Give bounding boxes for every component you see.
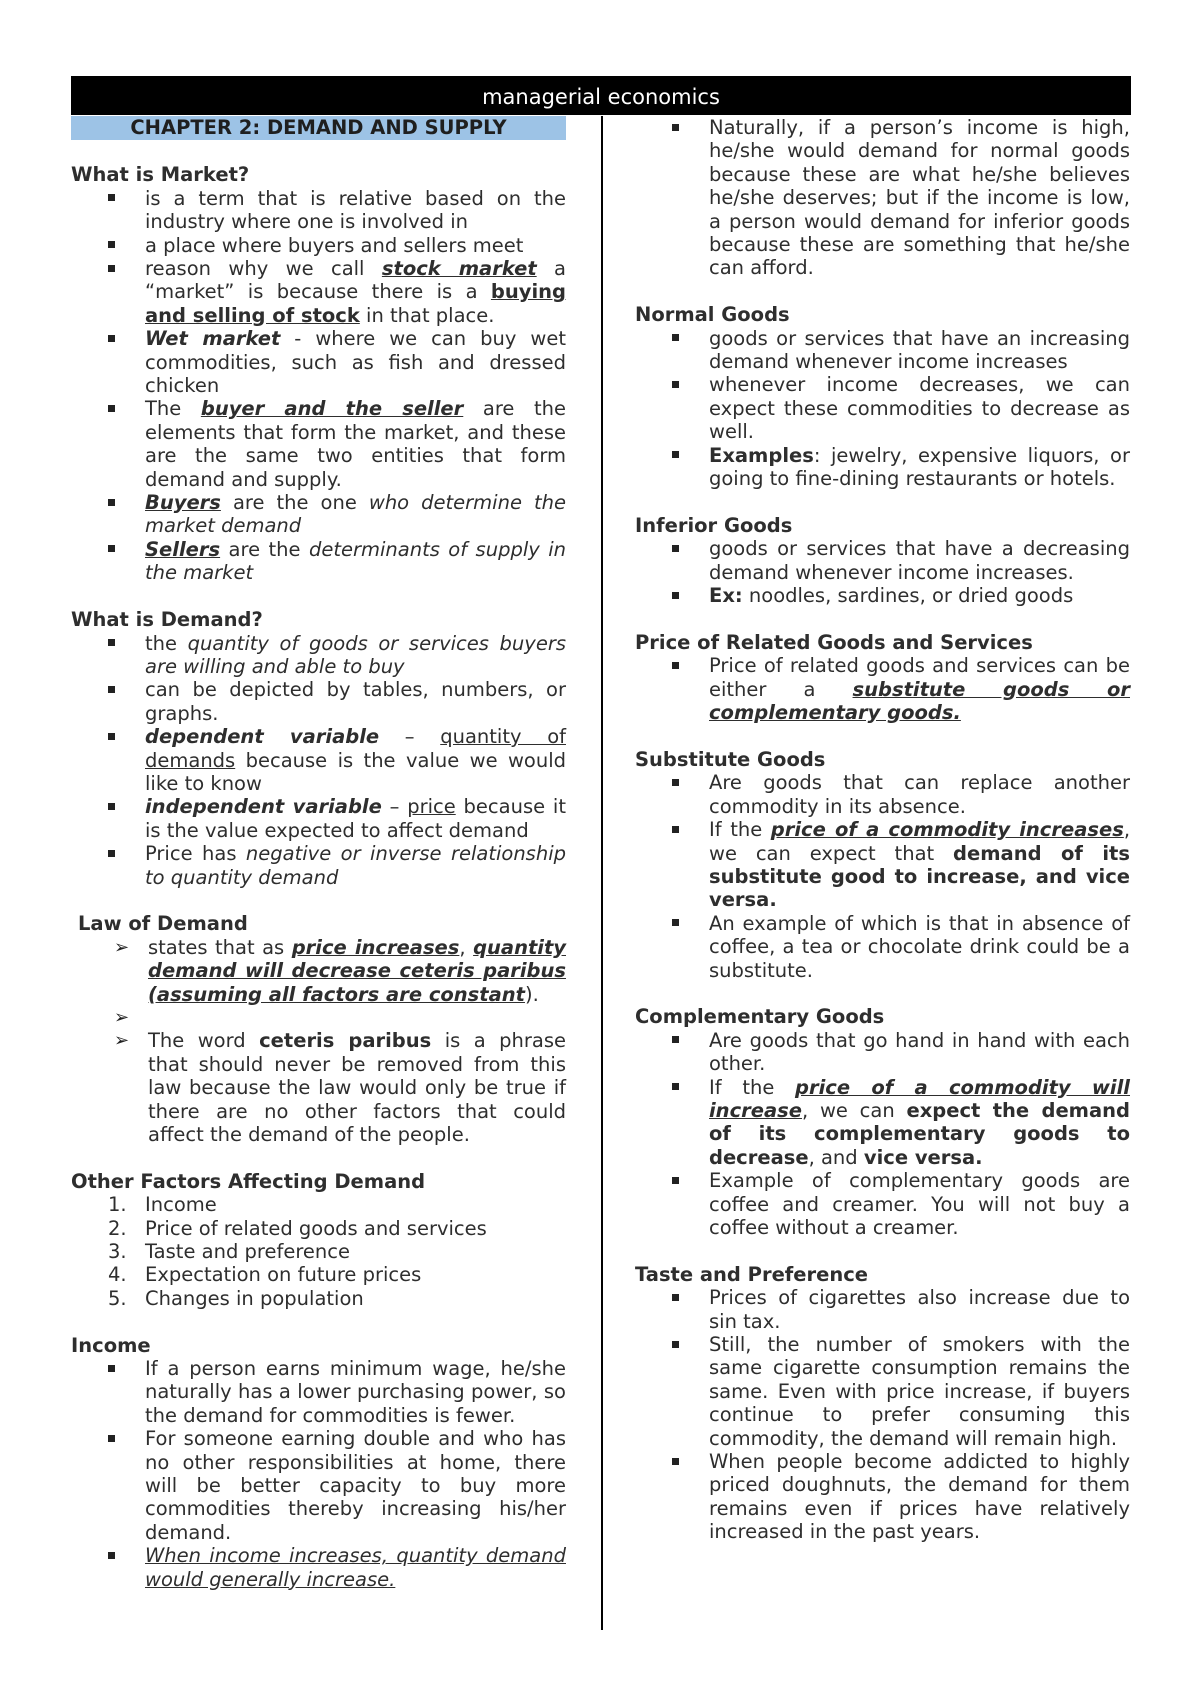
section-inferior-goods	[635, 514, 1130, 608]
section-demand	[71, 608, 566, 889]
arrow-bullet-icon: ➢	[114, 936, 130, 958]
list-item: goods or services that have an increasing demand whenever income increases	[635, 327, 1130, 374]
list-item: 5. Changes in population	[108, 1286, 364, 1310]
list-item: An example of which is that in absence of coffee, a tea or chocolate drink could be a substitute.	[635, 912, 1130, 982]
square-bullet-icon	[672, 919, 679, 926]
section-heading: Other Factors Affecting Demand	[71, 1169, 426, 1193]
list-item: Price of related goods and services can be either a substitute goods or complementary goods.	[635, 654, 1130, 724]
list-item: reason why we call stock market a “market” is because there is a buying and selling of stock in that place.	[71, 257, 566, 327]
section-heading: Complementary Goods	[635, 1005, 885, 1029]
list-item: For someone earning double and who has no other responsibilities at home, there will be better capacity to buy more commodities thereby increasing his/her demand.	[71, 1427, 566, 1544]
list-item: independent variable – price because it is the value expected to affect demand	[71, 795, 566, 842]
chapter-title: CHAPTER 2: DEMAND AND SUPPLY	[71, 116, 566, 140]
list-item: If a person earns minimum wage, he/she naturally has a lower purchasing power, so the demand for commodities is fewer.	[71, 1357, 566, 1427]
square-bullet-icon	[672, 592, 679, 599]
list-item: Prices of cigarettes also increase due to sin tax.	[635, 1286, 1130, 1333]
list-item: 4. Expectation on future prices	[108, 1263, 422, 1287]
list-item: Examples: jewelry, expensive liquors, or going to fine-dining restaurants or hotels.	[635, 444, 1130, 491]
section-other-factors	[71, 1170, 566, 1310]
square-bullet-icon	[672, 124, 679, 131]
square-bullet-icon	[672, 826, 679, 833]
section-heading: Income	[71, 1333, 151, 1357]
square-bullet-icon	[108, 194, 115, 201]
square-bullet-icon	[108, 639, 115, 646]
column-divider	[601, 116, 603, 1630]
list-item: When income increases, quantity demand would generally increase.	[71, 1544, 566, 1591]
section-heading: What is Market?	[71, 163, 250, 187]
document-header	[71, 76, 1131, 115]
list-item: Are goods that go hand in hand with each other.	[635, 1029, 1130, 1076]
section-market	[71, 163, 566, 584]
square-bullet-icon	[108, 335, 115, 342]
list-item: Wet market - where we can buy wet commodities, such as fish and dressed chicken	[71, 327, 566, 397]
right-column	[635, 116, 1130, 1544]
section-related-goods	[635, 631, 1130, 725]
arrow-bullet-icon: ➢	[114, 1006, 130, 1028]
square-bullet-icon	[672, 1083, 679, 1090]
section-heading: Substitute Goods	[635, 747, 826, 771]
list-item: Buyers are the one who determine the market demand	[71, 491, 566, 538]
section-complementary-goods	[635, 1005, 1130, 1239]
square-bullet-icon	[672, 779, 679, 786]
list-item: Sellers are the determinants of supply in the market	[71, 538, 566, 585]
list-item: Ex: noodles, sardines, or dried goods	[635, 584, 1130, 607]
list-item: a place where buyers and sellers meet	[71, 234, 566, 257]
list-item	[71, 1006, 566, 1029]
list-item: the quantity of goods or services buyers are willing and able to buy	[71, 632, 566, 679]
list-item: can be depicted by tables, numbers, or graphs.	[71, 678, 566, 725]
square-bullet-icon	[672, 334, 679, 341]
square-bullet-icon	[108, 545, 115, 552]
list-item: Price has negative or inverse relationship to quantity demand	[71, 842, 566, 889]
square-bullet-icon	[672, 451, 679, 458]
square-bullet-icon	[108, 1365, 115, 1372]
section-law-of-demand	[71, 912, 566, 1146]
square-bullet-icon	[108, 803, 115, 810]
list-item: whenever income decreases, we can expect these commodities to decrease as well.	[635, 373, 1130, 443]
square-bullet-icon	[108, 1552, 115, 1559]
list-item: dependent variable – quantity of demands because is the value we would like to know	[71, 725, 566, 795]
list-item: Still, the number of smokers with the same cigarette consumption remains the same. Even with price increase, if buyers continue to prefer consuming this commodity, the demand will remain high.	[635, 1333, 1130, 1450]
section-normal-goods	[635, 303, 1130, 490]
square-bullet-icon	[108, 733, 115, 740]
square-bullet-icon	[108, 241, 115, 248]
section-heading: What is Demand?	[71, 608, 263, 632]
list-item: Are goods that can replace another commodity in its absence.	[635, 771, 1130, 818]
list-item: If the price of a commodity will increase, we can expect the demand of its complementary goods to decrease, and vice versa.	[635, 1076, 1130, 1170]
square-bullet-icon	[108, 405, 115, 412]
square-bullet-icon	[108, 850, 115, 857]
square-bullet-icon	[108, 499, 115, 506]
list-item: The buyer and the seller are the elements that form the market, and these are the same two entities that form demand and supply.	[71, 397, 566, 491]
list-item: 2. Price of related goods and services	[108, 1216, 487, 1240]
arrow-bullet-icon: ➢	[114, 1030, 130, 1052]
list-item: When people become addicted to highly priced doughnuts, the demand for them remains even if prices have relatively increased in the past years.	[635, 1450, 1130, 1544]
list-item: ➢ states that as price increases, quantity demand will decrease ceteris paribus (assuming all factors are constant).	[114, 935, 566, 1006]
square-bullet-icon	[672, 1458, 679, 1465]
list-item: Naturally, if a person’s income is high, he/she would demand for normal goods because these are what he/she believes he/she deserves; but if the income is low, a person would demand for inferior goods because these are something that he/she can afford.	[635, 116, 1130, 280]
section-taste-preference	[635, 1263, 1130, 1544]
square-bullet-icon	[672, 662, 679, 669]
left-column	[71, 116, 566, 1591]
list-item: is a term that is relative based on the industry where one is involved in	[71, 187, 566, 234]
square-bullet-icon	[672, 1294, 679, 1301]
square-bullet-icon	[108, 1435, 115, 1442]
section-heading: Law of Demand	[78, 912, 248, 936]
list-item: Example of complementary goods are coffee and creamer. You will not buy a coffee without a creamer.	[635, 1169, 1130, 1239]
header-title: managerial economics	[482, 85, 720, 109]
square-bullet-icon	[672, 1036, 679, 1043]
square-bullet-icon	[672, 1341, 679, 1348]
list-item: goods or services that have a decreasing demand whenever income increases.	[635, 537, 1130, 584]
section-heading: Taste and Preference	[635, 1262, 869, 1286]
section-heading: Price of Related Goods and Services	[635, 630, 1033, 654]
square-bullet-icon	[108, 265, 115, 272]
section-income	[71, 1334, 566, 1591]
list-item: 1. Income	[108, 1193, 217, 1217]
section-substitute-goods	[635, 748, 1130, 982]
section-heading: Normal Goods	[635, 303, 790, 327]
list-item: ➢ The word ceteris paribus is a phrase that should never be removed from this law because the law would only be true if there are no other factors that could affect the demand of the people.	[114, 1029, 566, 1147]
list-item: 3. Taste and preference	[108, 1240, 351, 1264]
square-bullet-icon	[672, 381, 679, 388]
square-bullet-icon	[108, 686, 115, 693]
section-heading: Inferior Goods	[635, 513, 793, 537]
square-bullet-icon	[672, 1177, 679, 1184]
list-item: If the price of a commodity increases, we can expect that demand of its substitute good to increase, and vice versa.	[635, 818, 1130, 912]
square-bullet-icon	[672, 545, 679, 552]
